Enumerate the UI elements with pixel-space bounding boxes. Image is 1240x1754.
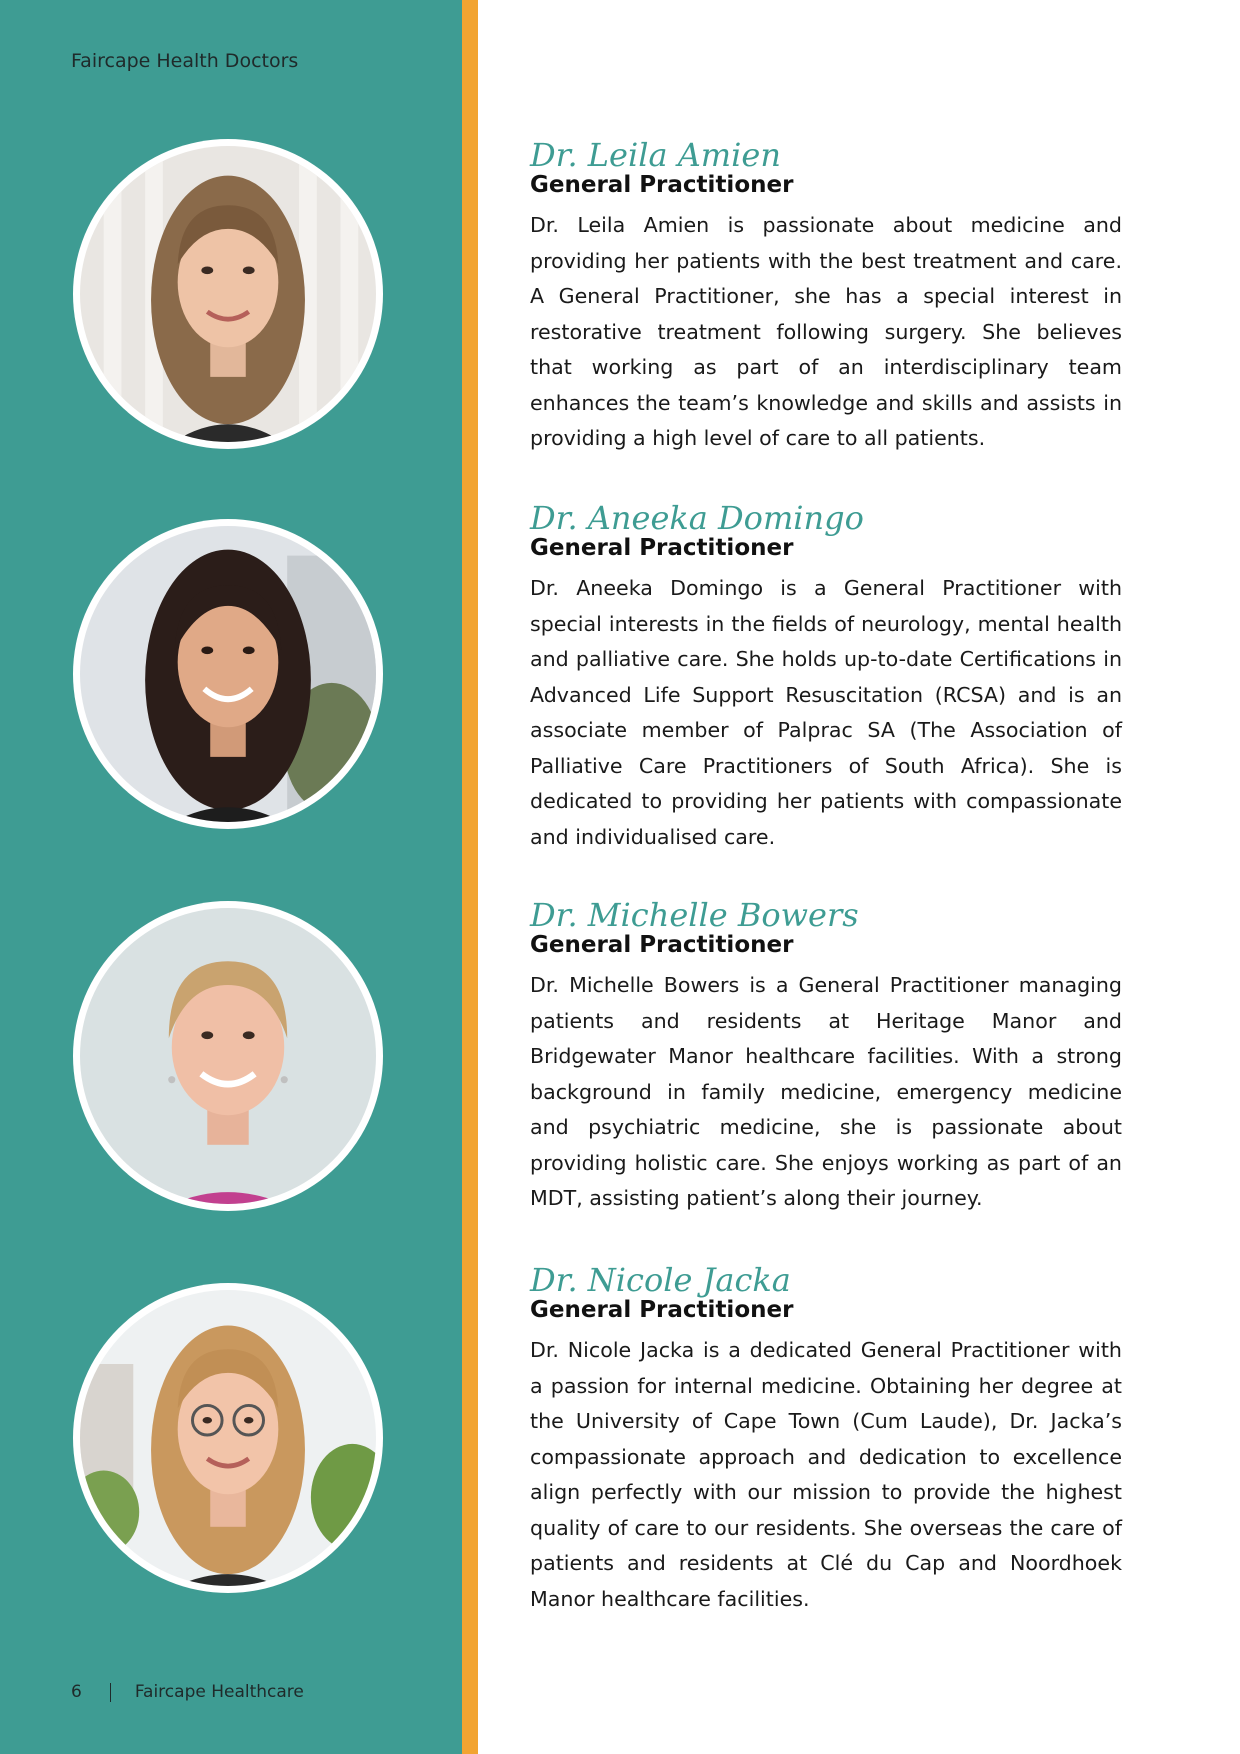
doctor-title: General Practitioner bbox=[530, 535, 794, 561]
doctor-photo-michelle-bowers bbox=[80, 908, 376, 1204]
doctor-profile bbox=[530, 897, 1122, 1217]
portrait-frame bbox=[73, 519, 383, 829]
doctor-title: General Practitioner bbox=[530, 932, 794, 958]
doctor-name: Dr. Leila Amien bbox=[530, 136, 781, 174]
doctor-name: Dr. Nicole Jacka bbox=[530, 1261, 791, 1299]
doctor-name: Dr. Michelle Bowers bbox=[530, 896, 859, 934]
doctor-photo-nicole-jacka bbox=[80, 1290, 376, 1586]
doctor-profile bbox=[530, 137, 1122, 457]
doctor-title: General Practitioner bbox=[530, 172, 794, 198]
page-footer bbox=[71, 1682, 304, 1702]
section-label: Faircape Health Doctors bbox=[71, 50, 299, 72]
doctor-bio: Dr. Nicole Jacka is a dedicated General Practitioner with a passion for internal medicine. Obtaining her degree at the University of Cape Town (Cum Laude), Dr. Jacka’s compassionate approach and dedication to excellence align perfectly with our mission to provide the highest quality of care to our residents. She overseas the care of patients and residents at Clé du Cap and Noordhoek Manor healthcare facilities. bbox=[530, 1338, 1122, 1611]
page-number: 6 bbox=[71, 1682, 82, 1702]
portrait-frame bbox=[73, 139, 383, 449]
doctor-bio: Dr. Aneeka Domingo is a General Practitioner with special interests in the fields of neurology, mental health and palliative care. She holds up-to-date Certifications in Advanced Life Support Resuscitation (RCSA) and is an associate member of Palprac SA (The Association of Palliative Care Practitioners of South Africa). She is dedicated to providing her patients with compassionate and individualised care. bbox=[530, 576, 1122, 849]
publication-name: Faircape Healthcare bbox=[134, 1682, 304, 1702]
doctor-profile bbox=[530, 500, 1122, 855]
portrait-frame bbox=[73, 901, 383, 1211]
doctor-photo-aneeka-domingo bbox=[80, 526, 376, 822]
portrait-frame bbox=[73, 1283, 383, 1593]
footer-divider bbox=[110, 1683, 111, 1702]
portrait-photo-icon bbox=[80, 146, 376, 442]
doctor-bio: Dr. Leila Amien is passionate about medicine and providing her patients with the best treatment and care. A General Practitioner, she has a special interest in restorative treatment following surgery. She believes that working as part of an interdisciplinary team enhances the team’s knowledge and skills and assists in providing a high level of care to all patients. bbox=[530, 213, 1122, 450]
doctor-bio: Dr. Michelle Bowers is a General Practitioner managing patients and residents at Heritage Manor and Bridgewater Manor healthcare facilities. With a strong background in family medicine, emergency medicine and psychiatric medicine, she is passionate about providing holistic care. She enjoys working as part of an MDT, assisting patient’s along their journey. bbox=[530, 973, 1122, 1210]
doctor-title: General Practitioner bbox=[530, 1297, 794, 1323]
doctor-name: Dr. Aneeka Domingo bbox=[530, 499, 864, 537]
doctor-profile bbox=[530, 1262, 1122, 1617]
portrait-photo-icon bbox=[80, 908, 376, 1204]
doctor-photo-leila-amien bbox=[80, 146, 376, 442]
portrait-photo-icon bbox=[80, 1290, 376, 1586]
orange-accent-bar bbox=[462, 0, 478, 1754]
portrait-photo-icon bbox=[80, 526, 376, 822]
